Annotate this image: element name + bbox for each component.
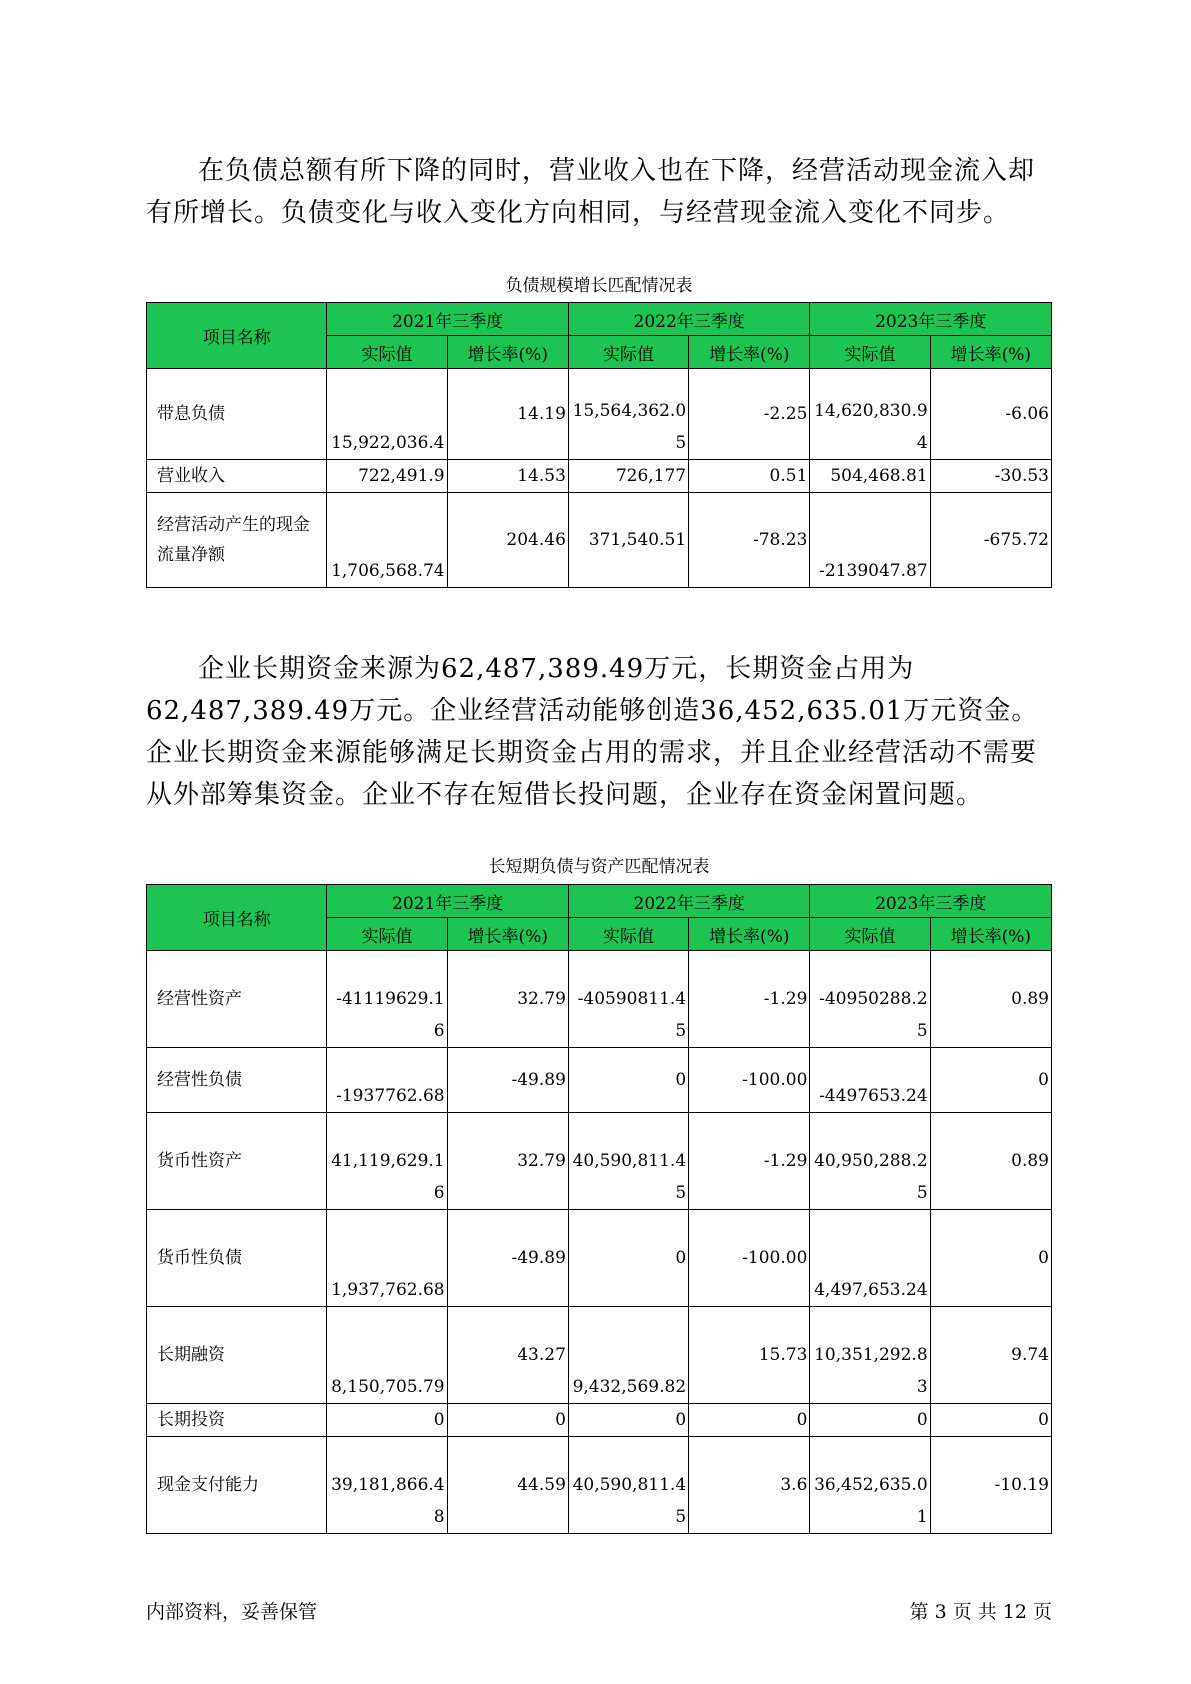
cell-growth: -49.89: [447, 1048, 568, 1113]
cell-value: 371,540.51: [568, 493, 688, 588]
cell-value: 36,452,635.01: [810, 1437, 930, 1534]
header-actual-value: 实际值: [327, 918, 447, 951]
cell-growth: -100.00: [689, 1048, 810, 1113]
header-period: 2023年三季度: [810, 303, 1052, 336]
header-period: 2021年三季度: [327, 885, 569, 918]
table-row: [147, 1437, 1052, 1534]
cell-value: 14,620,830.94: [810, 369, 930, 460]
table-row: [147, 369, 1052, 460]
header-item-name: 项目名称: [147, 885, 327, 951]
table-row: [147, 1048, 1052, 1113]
table-caption: 负债规模增长匹配情况表: [505, 276, 693, 296]
cell-value: 40,590,811.45: [568, 1437, 688, 1534]
cell-value: 41,119,629.16: [327, 1113, 447, 1210]
header-growth-rate: 增长率(%): [689, 918, 810, 951]
header-period: 2021年三季度: [327, 303, 569, 336]
cell-value: 0: [327, 1404, 447, 1437]
header-period: 2022年三季度: [568, 303, 810, 336]
cell-growth: -1.29: [689, 1113, 810, 1210]
header-actual-value: 实际值: [327, 336, 447, 369]
cell-growth: 0: [689, 1404, 810, 1437]
cell-growth: -2.25: [689, 369, 810, 460]
cell-value: -41119629.16: [327, 951, 447, 1048]
cell-value: 15,922,036.4: [327, 369, 447, 460]
cell-value: 40,950,288.25: [810, 1113, 930, 1210]
cell-growth: 3.6: [689, 1437, 810, 1534]
cell-growth: -1.29: [689, 951, 810, 1048]
cell-growth: -49.89: [447, 1210, 568, 1307]
cell-value: 1,706,568.74: [327, 493, 447, 588]
table-row: [147, 1210, 1052, 1307]
cell-growth: 0: [930, 1210, 1051, 1307]
row-label: 带息负债: [147, 369, 327, 460]
cell-growth: 0: [447, 1404, 568, 1437]
cell-value: 0: [810, 1404, 930, 1437]
row-label: 长期融资: [147, 1307, 327, 1404]
header-growth-rate: 增长率(%): [689, 336, 810, 369]
cell-growth: -100.00: [689, 1210, 810, 1307]
row-label: 经营性资产: [147, 951, 327, 1048]
paragraph-text: 在负债总额有所下降的同时，营业收入也在下降，经营活动现金流入却有所增长。负债变化与收入变化方向相同，与经营现金流入变化不同步。: [146, 156, 1036, 228]
cell-growth: 204.46: [447, 493, 568, 588]
cell-growth: 0.51: [689, 460, 810, 493]
cell-value: 0: [568, 1210, 688, 1307]
table-row: [147, 1307, 1052, 1404]
cell-value: 40,590,811.45: [568, 1113, 688, 1210]
cell-value: 1,937,762.68: [327, 1210, 447, 1307]
paragraph-text: 企业长期资金来源为62,487,389.49万元，长期资金占用为62,487,389.49万元。企业经营活动能够创造36,452,635.01万元资金。企业长期资金来源能够满足长期资金占用的需求，并且企业经营活动不需要从外部筹集资金。企业不存在短借长投问题，企业存在资金闲置问题。: [146, 654, 1039, 810]
cell-value: 9,432,569.82: [568, 1307, 688, 1404]
cell-growth: 43.27: [447, 1307, 568, 1404]
row-label: 经营性负债: [147, 1048, 327, 1113]
header-growth-rate: 增长率(%): [930, 918, 1051, 951]
cell-value: 722,491.9: [327, 460, 447, 493]
header-actual-value: 实际值: [568, 918, 688, 951]
table-row: [147, 493, 1052, 588]
row-label: 货币性负债: [147, 1210, 327, 1307]
cell-value: 39,181,866.48: [327, 1437, 447, 1534]
paragraph-long-term-funds: [146, 648, 1052, 816]
cell-growth: 32.79: [447, 1113, 568, 1210]
cell-value: 10,351,292.83: [810, 1307, 930, 1404]
footer-page-number: 第 3 页 共 12 页: [909, 1601, 1052, 1623]
header-growth-rate: 增长率(%): [447, 918, 568, 951]
cell-value: -4497653.24: [810, 1048, 930, 1113]
cell-growth: 0: [930, 1048, 1051, 1113]
table-row: [147, 1404, 1052, 1437]
cell-value: -1937762.68: [327, 1048, 447, 1113]
cell-growth: 0.89: [930, 1113, 1051, 1210]
cell-growth: -10.19: [930, 1437, 1051, 1534]
row-label: 长期投资: [147, 1404, 327, 1437]
cell-value: -40590811.45: [568, 951, 688, 1048]
cell-value: 4,497,653.24: [810, 1210, 930, 1307]
cell-value: -40950288.25: [810, 951, 930, 1048]
cell-growth: -30.53: [930, 460, 1051, 493]
cell-growth: -78.23: [689, 493, 810, 588]
header-actual-value: 实际值: [568, 336, 688, 369]
header-growth-rate: 增长率(%): [447, 336, 568, 369]
header-item-name: 项目名称: [147, 303, 327, 369]
table-row: [147, 1113, 1052, 1210]
cell-growth: 44.59: [447, 1437, 568, 1534]
header-actual-value: 实际值: [810, 336, 930, 369]
cell-growth: -675.72: [930, 493, 1051, 588]
cell-growth: -6.06: [930, 369, 1051, 460]
row-label: 现金支付能力: [147, 1437, 327, 1534]
table-row: [147, 951, 1052, 1048]
cell-value: 0: [568, 1048, 688, 1113]
cell-growth: 9.74: [930, 1307, 1051, 1404]
header-period: 2023年三季度: [810, 885, 1052, 918]
table-row: [147, 460, 1052, 493]
cell-value: 726,177: [568, 460, 688, 493]
header-growth-rate: 增长率(%): [930, 336, 1051, 369]
cell-value: 8,150,705.79: [327, 1307, 447, 1404]
row-label: 货币性资产: [147, 1113, 327, 1210]
header-period: 2022年三季度: [568, 885, 810, 918]
cell-growth: 14.53: [447, 460, 568, 493]
cell-growth: 0.89: [930, 951, 1051, 1048]
footer-confidential-note: 内部资料，妥善保管: [146, 1601, 318, 1623]
cell-value: 15,564,362.05: [568, 369, 688, 460]
row-label: 经营活动产生的现金流量净额: [147, 493, 327, 588]
liability-growth-table: [146, 302, 1052, 588]
cell-growth: 0: [930, 1404, 1051, 1437]
asset-liability-match-table: [146, 884, 1052, 1534]
table-caption: 长短期负债与资产匹配情况表: [488, 857, 710, 877]
cell-value: 504,468.81: [810, 460, 930, 493]
cell-value: -2139047.87: [810, 493, 930, 588]
cell-growth: 32.79: [447, 951, 568, 1048]
cell-value: 0: [568, 1404, 688, 1437]
cell-growth: 15.73: [689, 1307, 810, 1404]
cell-growth: 14.19: [447, 369, 568, 460]
paragraph-liability-growth: [146, 150, 1052, 234]
row-label: 营业收入: [147, 460, 327, 493]
header-actual-value: 实际值: [810, 918, 930, 951]
